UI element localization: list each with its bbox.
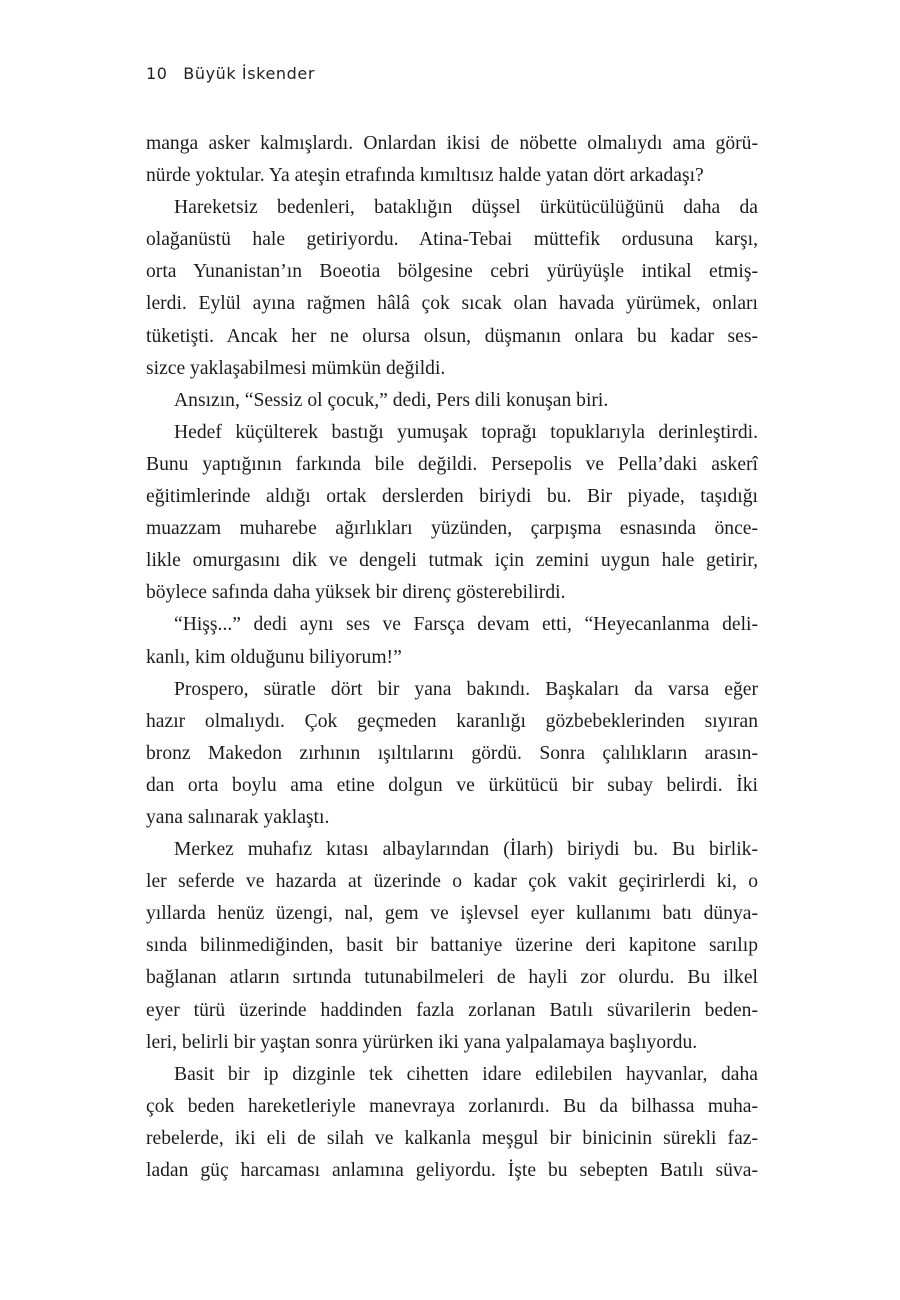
text-line: sizce yaklaşabilmesi mümkün değildi. [146,357,446,379]
text-line: ladan güç harcaması anlamına geliyordu. İşte bu sebepten Batılı süva- [146,1160,758,1181]
text-line: bronz Makedon zırhının ışıltılarını gördü. Sonra çalılıkların arasın- [146,742,758,764]
text-line: Hareketsiz bedenleri, bataklığın düşsel ürkütücülüğünü daha da [174,197,758,219]
text-line: bağlanan atların sırtında tutunabilmeleri de hayli zor olurdu. Bu ilkel [146,967,758,989]
text-line: eyer türü üzerinde haddinden fazla zorlanan Batılı süvarilerin beden- [146,999,758,1021]
text-line: Hedef küçülterek bastığı yumuşak toprağı topuklarıyla derinleştirdi. [174,421,758,443]
text-line: olağanüstü hale getiriyordu. Atina-Tebai müttefik ordusuna karşı, [146,229,758,251]
text-line: manga asker kalmışlardı. Onlardan ikisi de nöbette olmalıydı ama görü- [146,133,758,154]
text-line: “Hişş...” dedi aynı ses ve Farsça devam etti, “Heyecanlanma deli- [174,614,758,636]
text-line: dan orta boylu ama etine dolgun ve ürkütücü bir subay belirdi. İki [146,774,758,796]
body-text [146,128,758,1187]
running-header [146,64,315,83]
text-line: nürde yoktular. Ya ateşin etrafında kımıltısız halde yatan dört arkadaşı? [146,165,704,187]
text-line: Prospero, süratle dört bir yana bakındı. Başkaları da varsa eğer [174,678,758,700]
text-line: çok beden hareketleriyle manevraya zorlanırdı. Bu da bilhassa muha- [146,1095,758,1117]
text-line: sında bilinmediğinden, basit bir battaniye üzerine deri kapitone sarılıp [146,935,758,957]
text-line: eğitimlerinde aldığı ortak derslerden biriydi bu. Bir piyade, taşıdığı [146,486,758,508]
text-line: leri, belirli bir yaştan sonra yürürken iki yana yalpalamaya başlıyordu. [146,1031,698,1053]
text-line: lerdi. Eylül ayına rağmen hâlâ çok sıcak olan havada yürümek, onları [146,293,758,315]
text-line: yıllarda henüz üzengi, nal, gem ve işlevsel eyer kullanımı batı dünya- [146,903,758,925]
page-number: 10 [146,64,168,83]
text-line: yana salınarak yaklaştı. [146,806,330,828]
text-line: Bunu yaptığının farkında bile değildi. Persepolis ve Pella’daki askerî [146,453,758,475]
text-line: tüketişti. Ancak her ne olursa olsun, düşmanın onlara bu kadar ses- [146,325,758,347]
text-line: Basit bir ip dizginle tek cihetten idare edilebilen hayvanlar, daha [174,1063,758,1085]
text-line: hazır olmalıydı. Çok geçmeden karanlığı gözbebeklerinden sıyıran [146,710,758,732]
text-line: ler seferde ve hazarda at üzerinde o kadar çok vakit geçirirlerdi ki, o [146,871,758,893]
running-title: Büyük İskender [183,64,316,83]
text-line: likle omurgasını dik ve dengeli tutmak için zemini uygun hale getirir, [146,550,758,572]
text-line: orta Yunanistan’ın Boeotia bölgesine cebri yürüyüşle intikal etmiş- [146,261,758,283]
text-line: kanlı, kim olduğunu biliyorum!” [146,646,402,668]
text-line: böylece safında daha yüksek bir direnç gösterebilirdi. [146,582,566,604]
text-line: Ansızın, “Sessiz ol çocuk,” dedi, Pers dili konuşan biri. [174,389,609,411]
text-line: muazzam muharebe ağırlıkları yüzünden, çarpışma esnasında önce- [146,518,758,540]
text-line: rebelerde, iki eli de silah ve kalkanla meşgul bir binicinin sürekli faz- [146,1127,758,1149]
text-line: Merkez muhafız kıtası albaylarından (İlarh) biriydi bu. Bu birlik- [174,839,758,861]
